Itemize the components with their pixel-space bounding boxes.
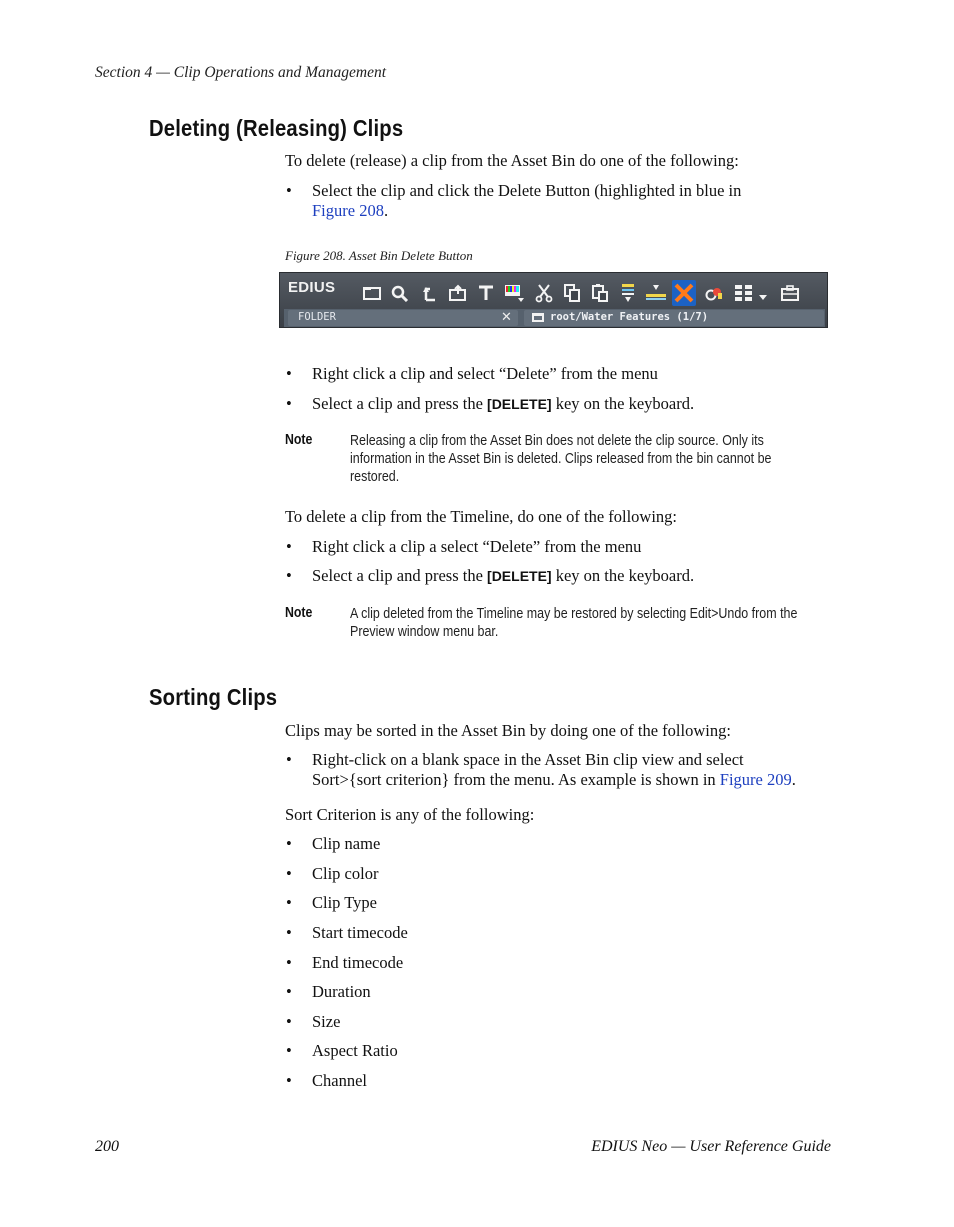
criteria-text: Size [312, 1012, 341, 1031]
bullet-text-line1: Right-click on a blank space in the Asset Bin clip view and select [312, 750, 744, 769]
bullet-text-line2: Sort>{sort criterion} from the menu. As example is shown in [312, 770, 720, 789]
bullet-text [312, 394, 832, 414]
bin-path-label: root/Water Features (1/7) [550, 311, 709, 323]
bullet-dot: • [286, 982, 292, 1001]
delete-intro: To delete (release) a clip from the Asset Bin do one of the following: [285, 151, 739, 170]
bullet-dot: • [286, 364, 292, 383]
note-label: Note [285, 605, 313, 621]
folder-label: FOLDER [298, 311, 336, 323]
sorting-intro: Clips may be sorted in the Asset Bin by doing one of the following: [285, 721, 731, 740]
bullet-dot: • [286, 1071, 292, 1090]
bullet-dot: • [286, 750, 292, 769]
bullet-text: Right click a clip a select “Delete” from the menu [312, 537, 642, 556]
note-text: A clip deleted from the Timeline may be restored by selecting Edit>Undo from the Preview window menu bar. [350, 606, 798, 640]
guide-title: EDIUS Neo — User Reference Guide [591, 1138, 831, 1155]
bullet-dot: • [286, 893, 292, 912]
criteria-intro: Sort Criterion is any of the following: [285, 805, 535, 824]
bullet-text-main: Select the clip and click the Delete Button (highlighted in blue in [312, 181, 742, 200]
bullet-text-after: . [383, 201, 389, 220]
bullet-dot: • [286, 181, 292, 200]
timeline-intro: To delete a clip from the Timeline, do one of the following: [285, 507, 678, 526]
bin-toolbox-icon[interactable] [778, 280, 802, 306]
criteria-text: Clip name [312, 834, 381, 853]
properties-icon[interactable] [702, 280, 726, 306]
bullet-dot: • [286, 566, 292, 585]
figure-208-link[interactable]: Figure 208 [312, 201, 384, 220]
bullet-dot: • [286, 834, 292, 853]
bullet-text-after: . [791, 770, 796, 789]
note-label: Note [285, 432, 313, 448]
up-arrow-icon[interactable] [418, 280, 442, 306]
folder-icon [532, 313, 544, 322]
criteria-text: Duration [312, 982, 371, 1001]
criteria-text: Channel [312, 1071, 367, 1090]
bullet-dot: • [286, 953, 292, 972]
figure-caption: Figure 208. Asset Bin Delete Button [285, 248, 473, 263]
bullet-dot: • [286, 864, 292, 883]
toolbar-address-row [284, 309, 825, 327]
bullet-dot: • [286, 1041, 292, 1060]
bullet-dot: • [286, 1012, 292, 1031]
add-to-player-icon[interactable] [616, 280, 640, 306]
color-bars-icon[interactable] [502, 280, 526, 306]
bullet-dot: • [286, 537, 292, 556]
paste-icon[interactable] [588, 280, 612, 306]
bullet-text-before: Select a clip and press the [312, 394, 488, 413]
bullet-text [312, 566, 832, 586]
folder-tab[interactable] [288, 310, 518, 326]
dropdown-icon[interactable] [756, 280, 770, 306]
bullet-text-after: key on the keyboard. [551, 394, 695, 413]
page-number: 200 [95, 1138, 119, 1155]
running-header: Section 4 — Clip Operations and Management [95, 64, 387, 81]
delete-icon[interactable] [672, 280, 696, 306]
new-folder-icon[interactable] [360, 280, 384, 306]
figure-209-link[interactable]: Figure 209 [719, 770, 792, 789]
criteria-text: Clip color [312, 864, 379, 883]
copy-icon[interactable] [560, 280, 584, 306]
search-icon[interactable] [388, 280, 412, 306]
bullet-text-before: Select a clip and press the [312, 566, 488, 585]
criteria-text: End timecode [312, 953, 404, 972]
bullet-text: Right click a clip and select “Delete” from the menu [312, 364, 658, 383]
criteria-text: Start timecode [312, 923, 408, 942]
criteria-text: Aspect Ratio [312, 1041, 398, 1060]
note-text: Releasing a clip from the Asset Bin does not delete the clip source. Only its information in the Asset Bin is deleted. Clips released from the bin cannot be restored. [350, 433, 772, 485]
bin-path-field[interactable] [524, 310, 824, 326]
close-icon[interactable]: ✕ [501, 310, 512, 325]
bullet-dot: • [286, 923, 292, 942]
view-mode-icon[interactable] [732, 280, 756, 306]
edius-logo: EDIUS [288, 279, 336, 296]
section-heading-sorting: Sorting Clips [149, 684, 278, 710]
bullet-text [312, 181, 832, 221]
bullet-text [312, 750, 852, 790]
bullet-text-after: key on the keyboard. [551, 566, 695, 585]
title-icon[interactable] [474, 280, 498, 306]
cut-icon[interactable] [532, 280, 556, 306]
export-icon[interactable] [446, 280, 470, 306]
delete-key-label: [DELETE] [487, 396, 552, 412]
add-to-timeline-icon[interactable] [644, 280, 668, 306]
delete-key-label: [DELETE] [487, 568, 552, 584]
criteria-text: Clip Type [312, 893, 378, 912]
bullet-dot: • [286, 394, 292, 413]
section-heading-deleting: Deleting (Releasing) Clips [149, 115, 404, 141]
asset-bin-toolbar-figure [279, 272, 828, 328]
